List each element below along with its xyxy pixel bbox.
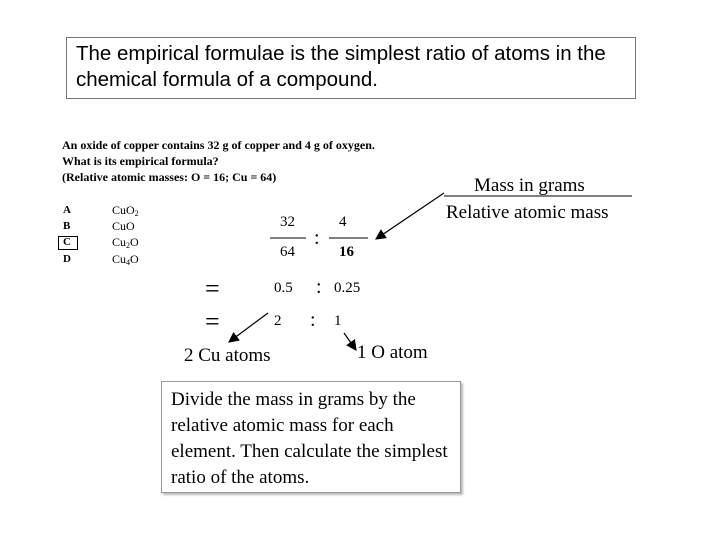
o-ratio-2: 1 [334,313,342,329]
option-letter-b: B [63,220,71,232]
o-mass: 4 [339,214,347,230]
equals-sign-2: = [205,307,220,336]
formula-denominator: Relative atomic mass [446,202,609,223]
o-atoms-arrow [344,333,356,350]
ratio-colon-1: : [314,227,320,249]
cu-ratio-2: 2 [274,313,282,329]
question-line-2: What is its empirical formula? [62,154,219,168]
o-atoms-label: 1 O atom [357,342,428,363]
option-letter-a: A [63,204,71,216]
cu-mass: 32 [280,214,295,230]
definition-text: The empirical formulae is the simplest ratio of atoms in the chemical formula of a compound. [76,42,606,91]
ratio-colon-3: : [310,309,316,331]
option-formula-b: CuO [112,219,135,233]
option-formula-a: CuO$_2$ [112,203,139,218]
equals-sign-1: = [205,274,220,303]
o-ratio-1: 0.25 [334,280,361,296]
question-line-3: (Relative atomic masses: O = 16; Cu = 64) [62,170,277,184]
ratio-colon-2: : [316,276,322,298]
option-formula-d: $Cu_4O$ [112,252,139,267]
cu-atoms-arrow [229,313,268,342]
question-line-1: An oxide of copper contains 32 g of copper and 4 g of oxygen. [62,138,375,152]
o-ram: 16 [339,244,354,260]
formula-numerator: Mass in grams [474,175,585,196]
cu-ratio-1: 0.5 [274,280,293,296]
option-formula-c: $Cu_2O$ [112,235,139,250]
cu-atoms-label: 2 Cu atoms [184,345,271,366]
formula-pointer-arrow [376,193,444,239]
option-letter-d: D [63,253,71,265]
cu-ram: 64 [280,244,295,260]
option-letter-c: C [63,236,71,248]
instruction-text: Divide the mass in grams by the relative atomic mass for each element. Then calculate the simplest ratio of the atoms. [171,389,448,488]
